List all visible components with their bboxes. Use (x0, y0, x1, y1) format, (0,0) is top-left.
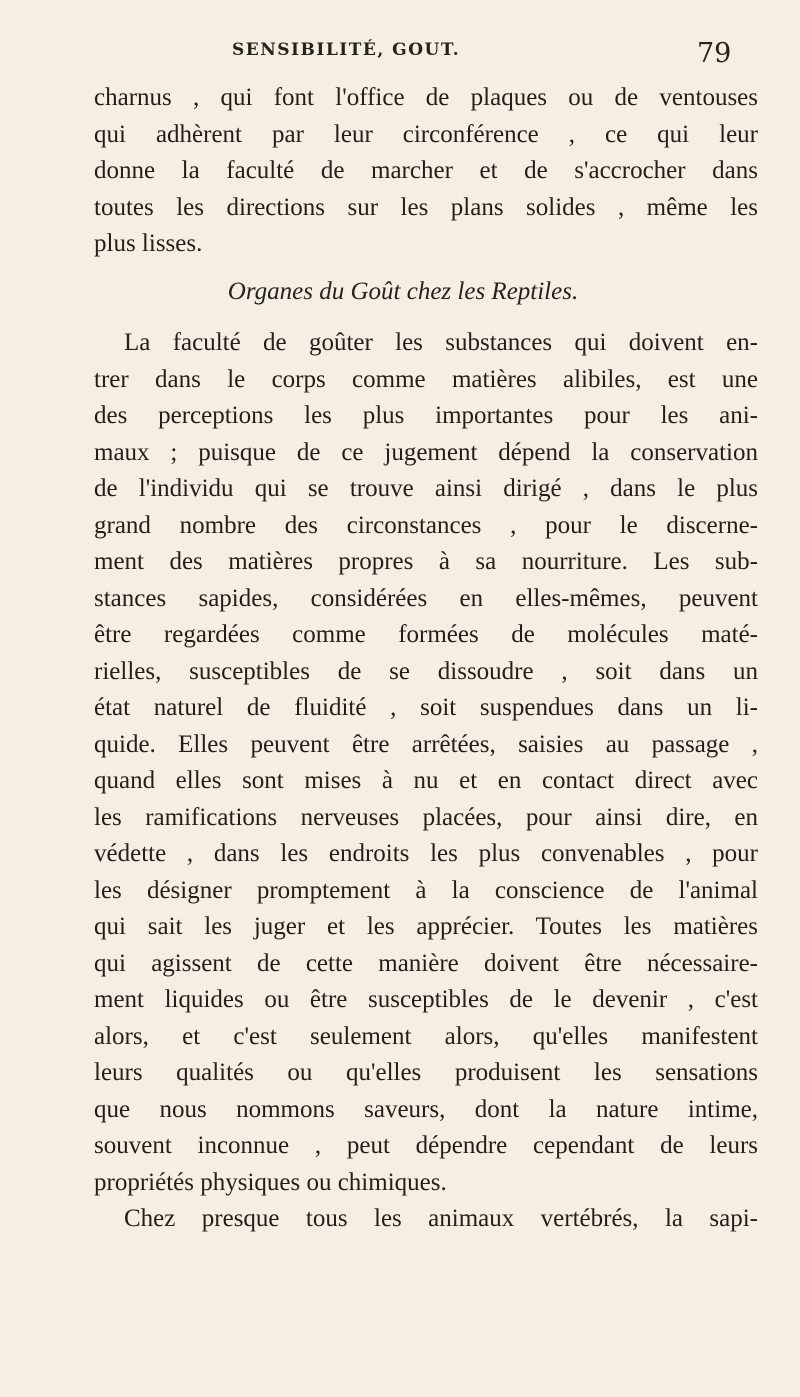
text-line: leurs qualités ou qu'elles produisent les sensations (94, 1059, 758, 1086)
page-number: 79 (697, 38, 732, 69)
text-line: ment liquides ou être susceptibles de le devenir , c'est (94, 986, 758, 1013)
text-line: védette , dans les endroits les plus convenables , pour (94, 840, 758, 867)
running-title: SENSIBILITÉ, GOUT. (232, 40, 461, 60)
text-line: état naturel de fluidité , soit suspendues dans un li- (94, 694, 758, 721)
text-line: toutes les directions sur les plans solides , même les (94, 193, 758, 221)
text-line: qui adhèrent par leur circonférence , ce qui leur (94, 120, 758, 148)
paragraph-body (94, 325, 758, 1238)
text-line: que nous nommons saveurs, dont la nature intime, (94, 1095, 758, 1123)
text-line: plus lisses. (94, 230, 203, 257)
text-line: La faculté de goûter les substances qui doivent en- (124, 329, 758, 356)
text-line: maux ; puisque de ce jugement dépend la conservation (94, 438, 758, 466)
text-line: souvent inconnue , peut dépendre cependant de leurs (94, 1132, 758, 1159)
text-line: grand nombre des circonstances , pour le discerne- (94, 511, 758, 539)
paragraph-continuation (94, 80, 758, 263)
text-line: charnus , qui font l'office de plaques ou de ventouses (94, 84, 758, 111)
text-line: être regardées comme formées de molécules maté- (94, 621, 758, 648)
text-line: Chez presque tous les animaux vertébrés, la sapi- (124, 1205, 758, 1232)
text-line: des perceptions les plus importantes pour les ani- (94, 402, 758, 429)
text-line: les ramifications nerveuses placées, pour ainsi dire, en (94, 803, 758, 831)
text-line: quand elles sont mises à nu et en contact direct avec (94, 767, 758, 794)
text-line: les désigner promptement à la conscience de l'animal (94, 876, 758, 904)
text-line: de l'individu qui se trouve ainsi dirigé , dans le plus (94, 475, 758, 502)
text-line: alors, et c'est seulement alors, qu'elles manifestent (94, 1022, 758, 1050)
text-line: trer dans le corps comme matières alibiles, est une (94, 365, 758, 393)
running-head (0, 40, 800, 76)
section-heading: Organes du Goût chez les Reptiles. (227, 278, 579, 305)
text-line: propriétés physiques ou chimiques. (94, 1168, 447, 1196)
text-line: qui agissent de cette manière doivent être nécessaire- (94, 949, 758, 977)
text-line: stances sapides, considérées en elles-mêmes, peuvent (94, 584, 758, 612)
text-line: rielles, susceptibles de se dissoudre , soit dans un (94, 657, 758, 685)
text-line: ment des matières propres à sa nourriture. Les sub- (94, 548, 758, 575)
text-line: quide. Elles peuvent être arrêtées, saisies au passage , (94, 730, 758, 758)
text-line: qui sait les juger et les apprécier. Toutes les matières (94, 913, 758, 940)
text-line: donne la faculté de marcher et de s'accrocher dans (94, 157, 758, 184)
